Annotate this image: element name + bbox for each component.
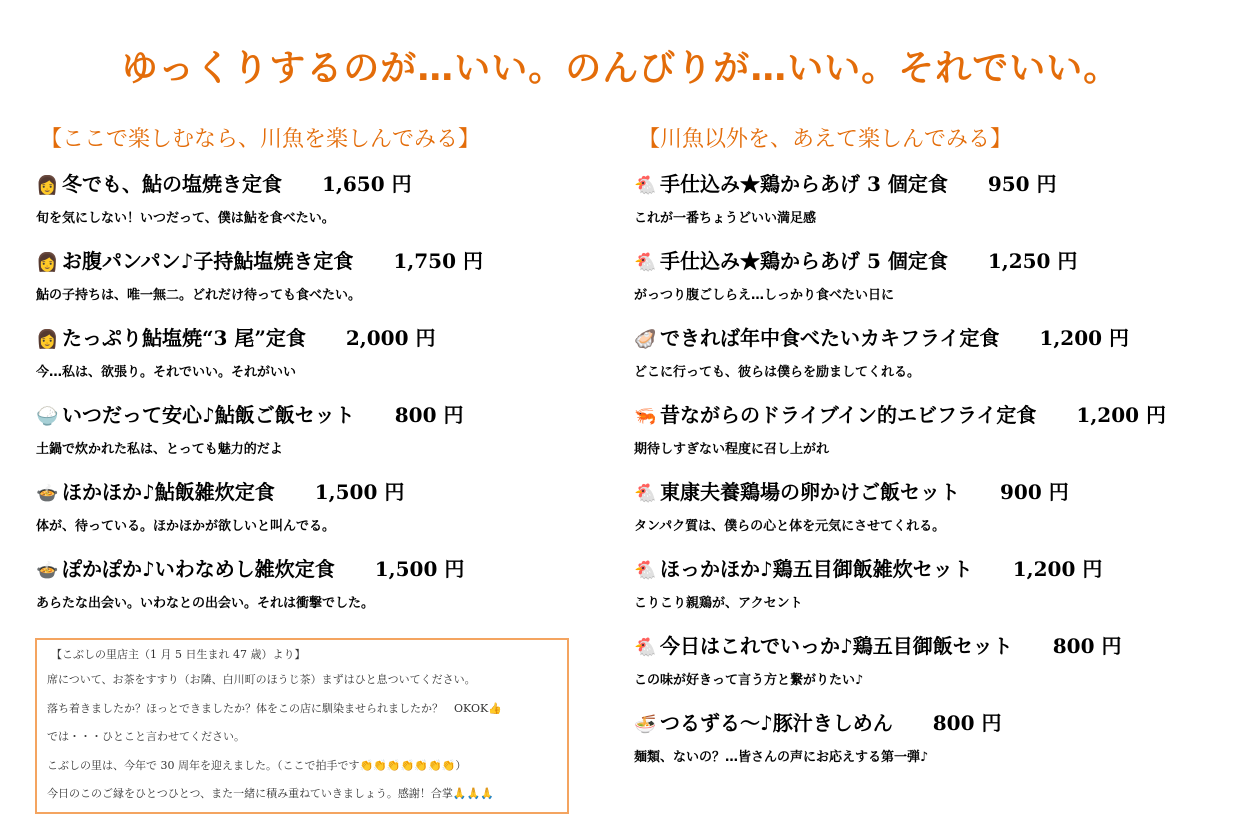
menu-item xyxy=(634,707,1234,776)
menu-item-line xyxy=(634,476,1234,508)
menu-item-line xyxy=(634,630,1234,662)
menu-item-name: 今日はこれでいっか♪鶏五目御飯セット xyxy=(660,634,1013,658)
owner-message-line: では・・・ひとこと言わせてください。 xyxy=(47,730,245,743)
clapping-hands-icon: 👏👏👏👏👏👏👏 xyxy=(359,758,456,772)
menu-item-line xyxy=(634,322,1234,354)
menu-item-line xyxy=(634,399,1234,431)
menu-item-description: 土鍋で炊かれた私は、とっても魅力的だよ xyxy=(36,442,283,457)
menu-item-price: 1,750 円 xyxy=(393,249,483,273)
menu-item xyxy=(36,168,596,237)
chicken-icon: 🐔 xyxy=(634,560,657,581)
owner-message-box xyxy=(35,638,569,814)
menu-item-price: 1,250 円 xyxy=(987,249,1078,273)
chicken-icon: 🐔 xyxy=(634,252,657,273)
person-icon: 👩 xyxy=(36,329,59,350)
menu-item-name: お腹パンパン♪子持鮎塩焼き定食 xyxy=(62,249,354,273)
menu-item-price: 800 円 xyxy=(1052,634,1122,658)
chicken-icon: 🐔 xyxy=(634,637,657,658)
menu-item-name: 手仕込み★鶏からあげ 5 個定食 xyxy=(660,249,948,273)
menu-item-line xyxy=(36,399,596,431)
menu-item-description: 麺類、ないの？…皆さんの声にお応えする第一弾♪ xyxy=(634,750,929,765)
thumbs-up-icon: 👍 xyxy=(488,701,502,715)
menu-item-description: 期待しすぎない程度に召し上がれ xyxy=(634,442,830,457)
menu-item-price: 1,200 円 xyxy=(1012,557,1103,581)
owner-message-line xyxy=(47,752,557,781)
menu-item-name: 冬でも、鮎の塩焼き定食 xyxy=(62,172,282,196)
menu-item-line xyxy=(36,245,596,277)
menu-item-name: 東康夫養鶏場の卵かけご飯セット xyxy=(660,480,960,504)
menu-item-price: 1,500 円 xyxy=(374,557,465,581)
menu-item xyxy=(634,322,1234,391)
menu-item-line xyxy=(634,168,1234,200)
person-icon: 👩 xyxy=(36,252,59,273)
menu-item-name: ぽかぽか♪いわなめし雑炊定食 xyxy=(62,557,335,581)
menu-item-price: 1,200 円 xyxy=(1039,326,1129,350)
chicken-icon: 🐔 xyxy=(634,175,657,196)
menu-item-line xyxy=(36,322,596,354)
menu-item-price: 1,200 円 xyxy=(1076,403,1166,427)
owner-message-line xyxy=(47,695,557,724)
menu-item-description: これが一番ちょうどいい満足感 xyxy=(634,211,817,226)
menu-item-name: つるずる～♪豚汁きしめん xyxy=(660,711,893,735)
other-dishes-heading: 【川魚以外を、あえて楽しんでみる】 xyxy=(638,127,1013,152)
menu-item-description: 旬を気にしない！いつだって、僕は鮎を食べたい。 xyxy=(36,211,335,226)
menu-item-description: 今…私は、欲張り。それでいい。それがいい xyxy=(36,365,297,380)
menu-item xyxy=(36,322,596,391)
other-dishes-column xyxy=(634,120,1234,776)
owner-message-text: ） xyxy=(455,758,467,772)
menu-item-price: 1,500 円 xyxy=(314,480,405,504)
menu-item-description: 体が、待っている。ほかほかが欲しいと叫んでる。 xyxy=(36,519,336,534)
person-icon: 👩 xyxy=(36,175,59,196)
menu-item-description: あらたな出会い。いわなとの出会い。それは衝撃でした。 xyxy=(36,596,375,611)
other-dishes-menu-list xyxy=(634,168,1234,776)
menu-item-name: できれば年中食べたいカキフライ定食 xyxy=(660,326,1000,350)
menu-item-name: たっぷり鮎塩焼“3 尾”定食 xyxy=(62,326,306,350)
menu-item-line xyxy=(634,553,1234,585)
rice-bowl-icon: 🍚 xyxy=(36,406,59,427)
praying-hands-icon: 🙏🙏🙏 xyxy=(452,787,494,800)
menu-item-description: 鮎の子持ちは、唯一無二。どれだけ待っても食べたい。 xyxy=(36,288,362,303)
hot-pot-icon: 🍲 xyxy=(36,483,59,504)
menu-item-price: 950 円 xyxy=(987,172,1057,196)
menu-item-description: こりこり親鶏が、アクセント xyxy=(634,596,803,611)
owner-message-line: 席について、お茶をすすり（お隣、白川町のほうじ茶）まずはひと息ついてください。 xyxy=(47,673,476,686)
menu-item-description: どこに行っても、彼らは僕らを励ましてくれる。 xyxy=(634,365,921,380)
menu-item-price: 2,000 円 xyxy=(345,326,436,350)
menu-item-price: 800 円 xyxy=(932,711,1002,735)
menu-item-name: いつだって安心♪鮎飯ご飯セット xyxy=(62,403,355,427)
menu-item-line xyxy=(36,553,596,585)
owner-message-heading: 【こぶしの里店主（1 月 5 日生まれ 47 歳）より】 xyxy=(51,648,306,661)
menu-item-name: 昔ながらのドライブイン的エビフライ定食 xyxy=(660,403,1037,427)
menu-item xyxy=(634,399,1234,468)
owner-message-text: 落ち着きましたか？ほっとできましたか？体をこの店に馴染ませられましたか？ OKOK xyxy=(47,701,489,715)
menu-item xyxy=(36,245,596,314)
owner-message-text: 今日のこのご縁をひとつひとつ、また一緒に積み重ねていきましょう。感謝！合掌 xyxy=(47,787,453,800)
river-fish-column xyxy=(36,120,596,622)
menu-item xyxy=(634,630,1234,699)
menu-item xyxy=(36,399,596,468)
menu-item-line xyxy=(634,245,1234,277)
menu-item xyxy=(36,553,596,622)
menu-item-line xyxy=(634,707,1234,739)
menu-item xyxy=(36,476,596,545)
owner-message-text: こぶしの里は、今年で 30 周年を迎えました。（ここで拍手です xyxy=(47,758,360,772)
menu-item-price: 900 円 xyxy=(1000,480,1069,504)
shrimp-icon: 🦐 xyxy=(634,406,657,427)
menu-item-line xyxy=(36,168,596,200)
noodle-bowl-icon: 🍜 xyxy=(634,714,657,735)
river-fish-heading: 【ここで楽しむなら、川魚を楽しんでみる】 xyxy=(40,127,481,152)
hot-pot-icon: 🍲 xyxy=(36,560,59,581)
menu-item-price: 800 円 xyxy=(394,403,464,427)
menu-item-name: 手仕込み★鶏からあげ 3 個定食 xyxy=(660,172,948,196)
river-fish-menu-list xyxy=(36,168,596,622)
menu-item xyxy=(634,245,1234,314)
menu-item xyxy=(634,168,1234,237)
menu-item-description: タンパク質は、僕らの心と体を元気にさせてくれる。 xyxy=(634,519,946,534)
menu-item-price: 1,650 円 xyxy=(322,172,412,196)
menu-item-line xyxy=(36,476,596,508)
menu-item-description: がっつり腹ごしらえ…しっかり食べたい日に xyxy=(634,288,895,303)
menu-item xyxy=(634,553,1234,622)
page-title: ゆっくりするのが…いい。のんびりが…いい。それでいい。 xyxy=(121,48,1121,89)
menu-item-name: ほっかほか♪鶏五目御飯雑炊セット xyxy=(660,557,973,581)
menu-item-description: この味が好きって言う方と繋がりたい♪ xyxy=(634,673,864,688)
oyster-icon: 🦪 xyxy=(634,329,657,350)
menu-item xyxy=(634,476,1234,545)
menu-item-name: ほかほか♪鮎飯雑炊定食 xyxy=(62,480,275,504)
chicken-icon: 🐔 xyxy=(634,483,657,504)
owner-message-line xyxy=(47,780,557,809)
